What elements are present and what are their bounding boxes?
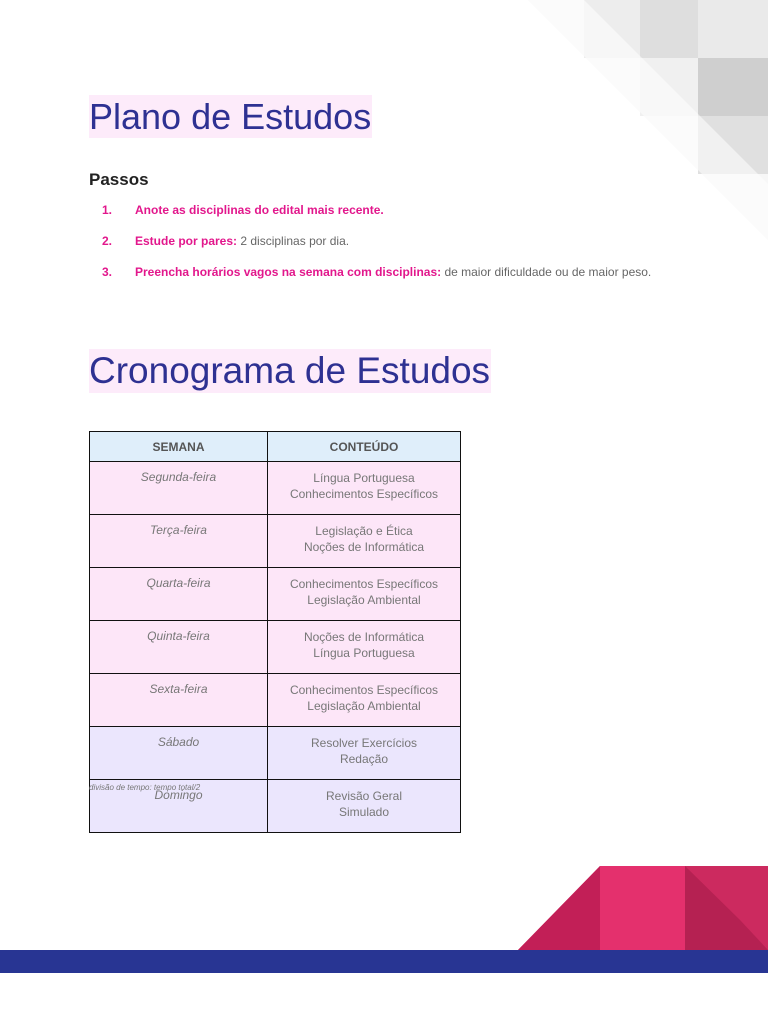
step-item (102, 265, 651, 296)
subject: Língua Portuguesa (313, 646, 415, 660)
table-row (90, 568, 461, 621)
day-cell: Sexta-feira (90, 674, 268, 727)
step-detail: 2 disciplinas por dia. (237, 234, 350, 248)
day-cell: Terça-feira (90, 515, 268, 568)
content-cell (268, 515, 461, 568)
subject: Resolver Exercícios (310, 736, 418, 750)
schedule-title: Cronograma de Estudos (89, 349, 491, 393)
day-cell: Domingo (90, 780, 268, 833)
step-title: Estude por pares: (135, 234, 238, 248)
column-header-week: SEMANA (90, 432, 268, 462)
subject: Conhecimentos Específicos (289, 683, 439, 697)
content-cell (268, 780, 461, 833)
subject: Língua Portuguesa (313, 471, 415, 485)
table-row (90, 674, 461, 727)
step-title: Preencha horários vagos na semana com disciplinas: (135, 265, 442, 279)
decorative-footer (0, 860, 768, 1024)
subject: Legislação Ambiental (307, 699, 421, 713)
step-number: 2. (102, 234, 113, 248)
content-cell (268, 727, 461, 780)
schedule-table (89, 431, 461, 833)
table-footnote: divisão de tempo: tempo total/2 (89, 783, 201, 792)
content-cell (268, 674, 461, 727)
subject: Revisão Geral (325, 789, 403, 803)
step-title: Anote as disciplinas do edital mais recente. (135, 203, 384, 217)
content-cell (268, 462, 461, 515)
subject: Legislação Ambiental (307, 593, 421, 607)
subject: Conhecimentos Específicos (289, 577, 439, 591)
step-item (102, 203, 651, 234)
table-row (90, 727, 461, 780)
step-number: 1. (102, 203, 113, 217)
step-item (102, 234, 651, 265)
step-detail: de maior dificuldade ou de maior peso. (441, 265, 652, 279)
table-row (90, 515, 461, 568)
day-cell: Quarta-feira (90, 568, 268, 621)
column-header-content: CONTEÚDO (268, 432, 461, 462)
step-number: 3. (102, 265, 113, 279)
content-cell (268, 568, 461, 621)
subject: Redação (339, 752, 389, 766)
page-title: Plano de Estudos (89, 96, 372, 137)
content-cell (268, 621, 461, 674)
steps-heading: Passos (89, 170, 149, 189)
subject: Noções de Informática (303, 540, 425, 554)
day-cell: Segunda-feira (90, 462, 268, 515)
subject: Noções de Informática (303, 630, 425, 644)
subject: Conhecimentos Específicos (289, 487, 439, 501)
subject: Legislação e Ética (315, 524, 413, 538)
subject: Simulado (338, 805, 390, 819)
table-header-row (90, 432, 461, 462)
day-cell: Quinta-feira (90, 621, 268, 674)
day-cell: Sábado (90, 727, 268, 780)
table-row (90, 621, 461, 674)
table-row (90, 462, 461, 515)
steps-list (102, 203, 651, 296)
